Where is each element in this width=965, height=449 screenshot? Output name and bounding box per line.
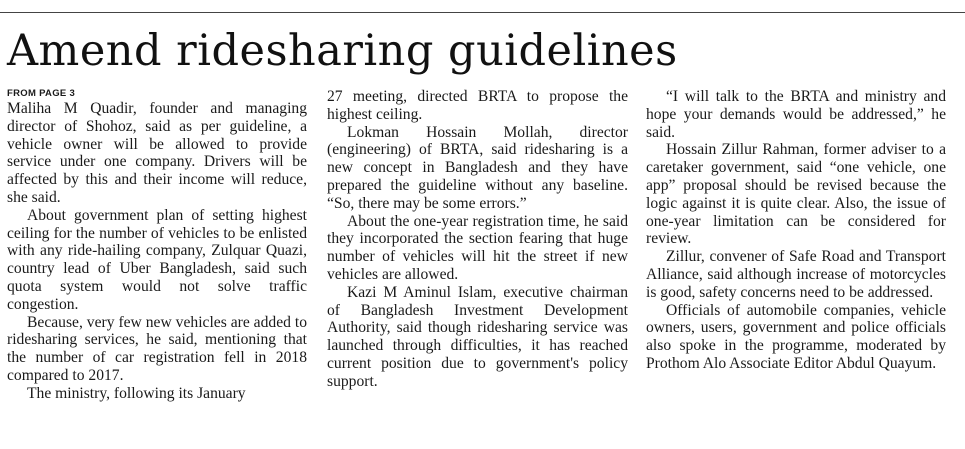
article-column-2 bbox=[327, 88, 628, 391]
paragraph: Because, very few new vehicles are added to ridesharing services, he said, mentioning that the number of car registration fell in 2018 compared to 2017. bbox=[7, 313, 307, 384]
paragraph: Hossain Zillur Rahman, former adviser to a caretaker government, said “one vehicle, one app” proposal should be revised because the logic against it is quite clear. Also, the issue of one-year limitation can be considered for review. bbox=[646, 141, 946, 248]
paragraph: About government plan of setting highest ceiling for the number of vehicles to be enlisted with any ride-hailing company, Zulquar Quazi, country lead of Uber Bangladesh, said such quota system would not solve traffic congestion. bbox=[7, 206, 307, 313]
paragraph: Lokman Hossain Mollah, director (engineering) of BRTA, said ridesharing is a new concept in Bangladesh and they have prepared the guideline without any baseline. “So, there may be some errors.” bbox=[327, 123, 628, 212]
paragraph: Maliha M Quadir, founder and managing director of Shohoz, said as per guideline, a vehicle owner will be allowed to provide service under one company. Drivers will be affected by this and their income will reduce, she said. bbox=[7, 100, 307, 206]
paragraph: About the one-year registration time, he said they incorporated the section fearing that huge number of vehicles will hit the street if new vehicles are allowed. bbox=[327, 212, 628, 283]
top-rule bbox=[0, 12, 965, 13]
paragraph: “I will talk to the BRTA and ministry and hope your demands would be addressed,” he said. bbox=[646, 88, 946, 141]
jump-label: FROM PAGE 3 bbox=[7, 88, 76, 99]
paragraph: Kazi M Aminul Islam, executive chairman of Bangladesh Investment Development Authority, said though ridesharing service was launched through difficulties, it has reached current position due to government's policy support. bbox=[327, 283, 628, 390]
article-column-3 bbox=[646, 88, 946, 373]
paragraph: Officials of automobile companies, vehicle owners, users, government and police officials also spoke in the programme, moderated by Prothom Alo Associate Editor Abdul Quayum. bbox=[646, 301, 946, 372]
paragraph: Zillur, convener of Safe Road and Transport Alliance, said although increase of motorcycles is good, safety concerns need to be addressed. bbox=[646, 248, 946, 301]
paragraph: The ministry, following its January bbox=[27, 384, 246, 402]
paragraph: 27 meeting, directed BRTA to propose the highest ceiling. bbox=[327, 88, 628, 123]
article-column-1 bbox=[7, 88, 307, 403]
headline: Amend ridesharing guidelines bbox=[7, 26, 678, 76]
